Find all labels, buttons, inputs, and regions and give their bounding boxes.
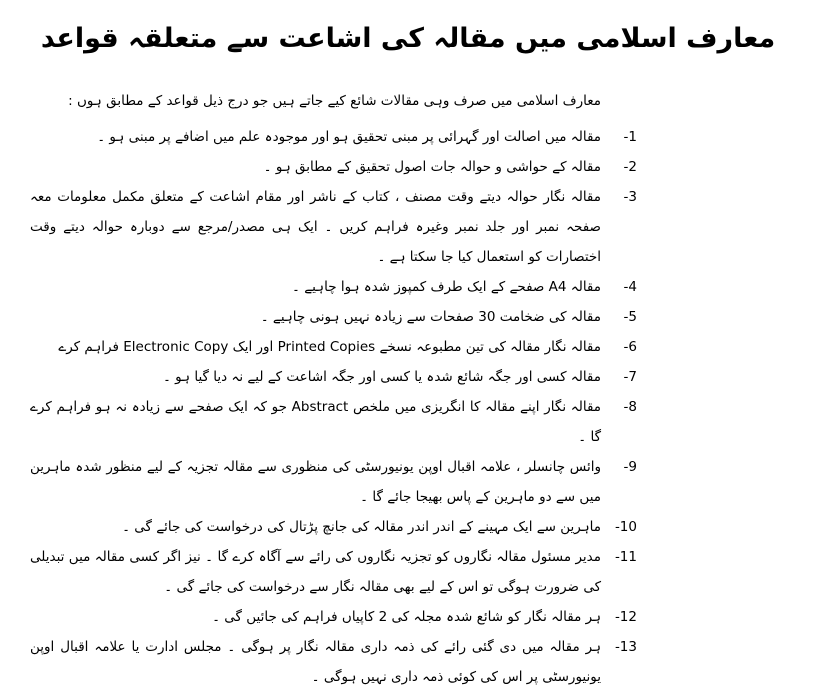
- rule-item: [30, 392, 637, 452]
- rule-item: [30, 512, 637, 542]
- rule-text: مقالہ A4 صفحے کے ایک طرف کمپوز شدہ ہوا چاہیے ۔: [292, 279, 601, 295]
- rule-number: -10: [614, 519, 637, 535]
- rule-item: [30, 302, 637, 332]
- rule-text: مقالہ نگار مقالہ کی تین مطبوعہ نسخے Printed Copies اور ایک Electronic Copy فراہم کرے: [58, 339, 601, 355]
- document-title: معارف اسلامی میں مقالہ کی اشاعت سے متعلقہ قواعد: [40, 23, 776, 54]
- rule-text: مقالہ نگار حوالہ دیتے وقت مصنف ، کتاب کے ناشر اور مقام اشاعت کے متعلق مکمل معلومات معہ صفحہ نمبر اور جلد نمبر وغیرہ فراہم کریں ۔ ایک ہی مصدر/مرجع سے دوبارہ حوالہ دیتے وقت اختصارات کو استعمال کیا جا سکتا ہے ۔: [30, 189, 601, 265]
- rule-item: [30, 182, 637, 272]
- rule-number: -13: [614, 639, 637, 655]
- rule-number: -2: [623, 159, 637, 175]
- rule-text: مدیر مسئول مقالہ نگاروں کو تجزیہ نگاروں کی رائے سے آگاہ کرے گا ۔ نیز اگر کسی مقالہ میں تبدیلی کی ضرورت ہوگی تو اس کے لیے بھی مقالہ نگار سے درخواست کی جائے گی ۔: [30, 549, 601, 595]
- rule-item: [30, 452, 637, 512]
- rule-text: ماہرین سے ایک مہینے کے اندر اندر مقالہ کی جانچ پڑتال کی درخواست کی جائے گی ۔: [122, 519, 601, 535]
- rule-item: [30, 632, 637, 692]
- rules-list: [30, 122, 637, 692]
- intro-paragraph: معارف اسلامی میں صرف وہی مقالات شائع کیے جاتے ہیں جو درج ذیل قواعد کے مطابق ہوں :: [68, 93, 601, 109]
- rule-text: مقالہ کے حواشی و حوالہ جات اصول تحقیق کے مطابق ہو ۔: [263, 159, 601, 175]
- rule-item: [30, 542, 637, 602]
- rule-text: ہر مقالہ نگار کو شائع شدہ مجلہ کی 2 کاپیاں فراہم کی جائیں گی ۔: [212, 609, 601, 625]
- rule-number: -3: [623, 189, 637, 205]
- rule-number: -11: [614, 549, 637, 565]
- rule-number: -6: [623, 339, 637, 355]
- rule-number: -9: [623, 459, 637, 475]
- rule-text: مقالہ میں اصالت اور گہرائی پر مبنی تحقیق ہو اور موجودہ علم میں اضافے پر مبنی ہو ۔: [97, 129, 601, 145]
- rule-item: [30, 362, 637, 392]
- rule-text: ہر مقالہ میں دی گئی رائے کی ذمہ داری مقالہ نگار پر ہوگی ۔ مجلس ادارت یا علامہ اقبال اوپن یونیورسٹی پر اس کی کوئی ذمہ داری نہیں ہوگی ۔: [30, 639, 601, 685]
- rule-item: [30, 332, 637, 362]
- rule-item: [30, 152, 637, 182]
- rule-text: مقالہ کسی اور جگہ شائع شدہ یا کسی اور جگہ اشاعت کے لیے نہ دیا گیا ہو ۔: [162, 369, 601, 385]
- document-body: [30, 86, 637, 692]
- rule-number: -8: [623, 399, 637, 415]
- rule-item: [30, 602, 637, 632]
- rule-text: مقالہ نگار اپنے مقالہ کا انگریزی میں ملخص Abstract جو کہ ایک صفحے سے زیادہ نہ ہو فراہم کرے گا ۔: [30, 399, 601, 445]
- rule-number: -1: [623, 129, 637, 145]
- rule-number: -5: [623, 309, 637, 325]
- rule-number: -4: [623, 279, 637, 295]
- rule-number: -7: [623, 369, 637, 385]
- rule-number: -12: [614, 609, 637, 625]
- rule-text: وائس چانسلر ، علامہ اقبال اوپن یونیورسٹی کی منظوری سے مقالہ تجزیہ کے لیے منظور شدہ ماہرین میں سے دو ماہرین کے پاس بھیجا جائے گا ۔: [30, 459, 601, 505]
- rule-text: مقالہ کی ضخامت 30 صفحات سے زیادہ نہیں ہونی چاہیے ۔: [260, 309, 601, 325]
- rule-item: [30, 272, 637, 302]
- rule-item: [30, 122, 637, 152]
